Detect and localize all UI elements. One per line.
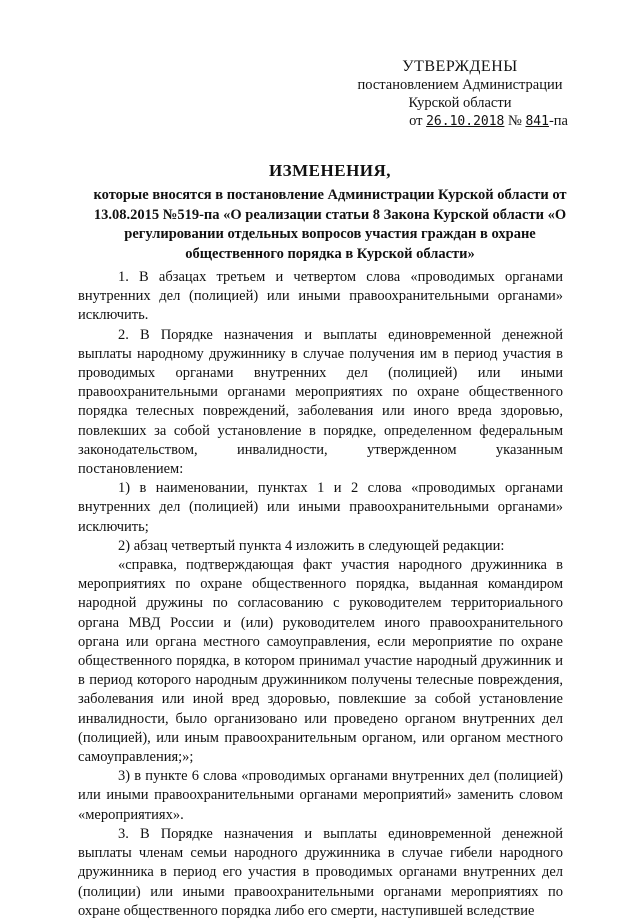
heading-subtitle: которые вносятся в постановление Администрации Курской области от 13.08.2015 №519-па «О реализации статьи 8 Закона Курской области «О регулировании отдельных вопросов участия граждан в охране общественного порядка в Курской области» [93, 187, 567, 262]
document-body [78, 268, 563, 921]
approval-stamp [340, 58, 580, 131]
paragraph: 3. В Порядке назначения и выплаты единовременной денежной выплаты членам семьи народного дружинника в случае гибели народного дружинника в период его участия в проводимых органами внутренних дел (полиции) или иными правоохранительными органами мероприятиях по охране общественного порядка либо его смерти, наступившей вследствие [78, 825, 563, 919]
paragraph: 1) в наименовании, пунктах 1 и 2 слова «проводимых органами внутренних дел (полицией) или иными правоохранительными органами» исключить; [78, 480, 563, 535]
paragraph: 1. В абзацах третьем и четвертом слова «проводимых органами внутренних дел (полицией) или иными правоохранительными органами» исключить. [78, 269, 563, 324]
paragraph: 3) в пункте 6 слова «проводимых органами внутренних дел (полицией) или иными правоохранительными органами мероприятий» заменить словом «мероприятиях». [78, 768, 563, 823]
number-suffix: -па [548, 113, 568, 129]
document-heading [80, 160, 580, 264]
approval-date: 26.10.2018 [426, 114, 505, 129]
approval-title: УТВЕРЖДЕНЫ [402, 58, 518, 75]
approval-number: 841 [525, 114, 549, 129]
approval-line-2: Курской области [408, 95, 512, 111]
approval-date-line [340, 112, 580, 131]
number-prefix: № [504, 113, 526, 129]
paragraph: 2) абзац четвертый пункта 4 изложить в следующей редакции: [118, 537, 505, 554]
date-prefix: от [409, 113, 427, 129]
heading-title: ИЗМЕНЕНИЯ, [268, 161, 392, 180]
approval-line-1: постановлением Администрации [357, 77, 563, 93]
paragraph: 2. В Порядке назначения и выплаты единовременной денежной выплаты народному дружиннику в случае получения им в период участия в проводимых органами внутренних дел (полицией) или иными правоохранительными органами мероприятиях по охране общественного порядка телесных повреждений, заболевания или иного вреда здоровью, повлекших за собой установление в порядке, определенном федеральным законодательством, инвалидности, утвержденном указанным постановлением: [78, 326, 563, 478]
paragraph: «справка, подтверждающая факт участия народного дружинника в мероприятиях по охране общественного порядка, выданная командиром народной дружины по согласованию с руководителем территориального органа МВД России и (или) руководителем иного правоохранительного органа или органа местного самоуправления, если мероприятие по охране общественного порядка, в котором принимал участие народный дружинник и в период которого народным дружинником получены телесные повреждения, заболевания или иной вред здоровью, повлекшие за собой установление инвалидности, было организовано или проведено органом внутренних дел (полицией), или иным правоохранительным органом, или органом местного самоуправления;»; [78, 557, 563, 766]
